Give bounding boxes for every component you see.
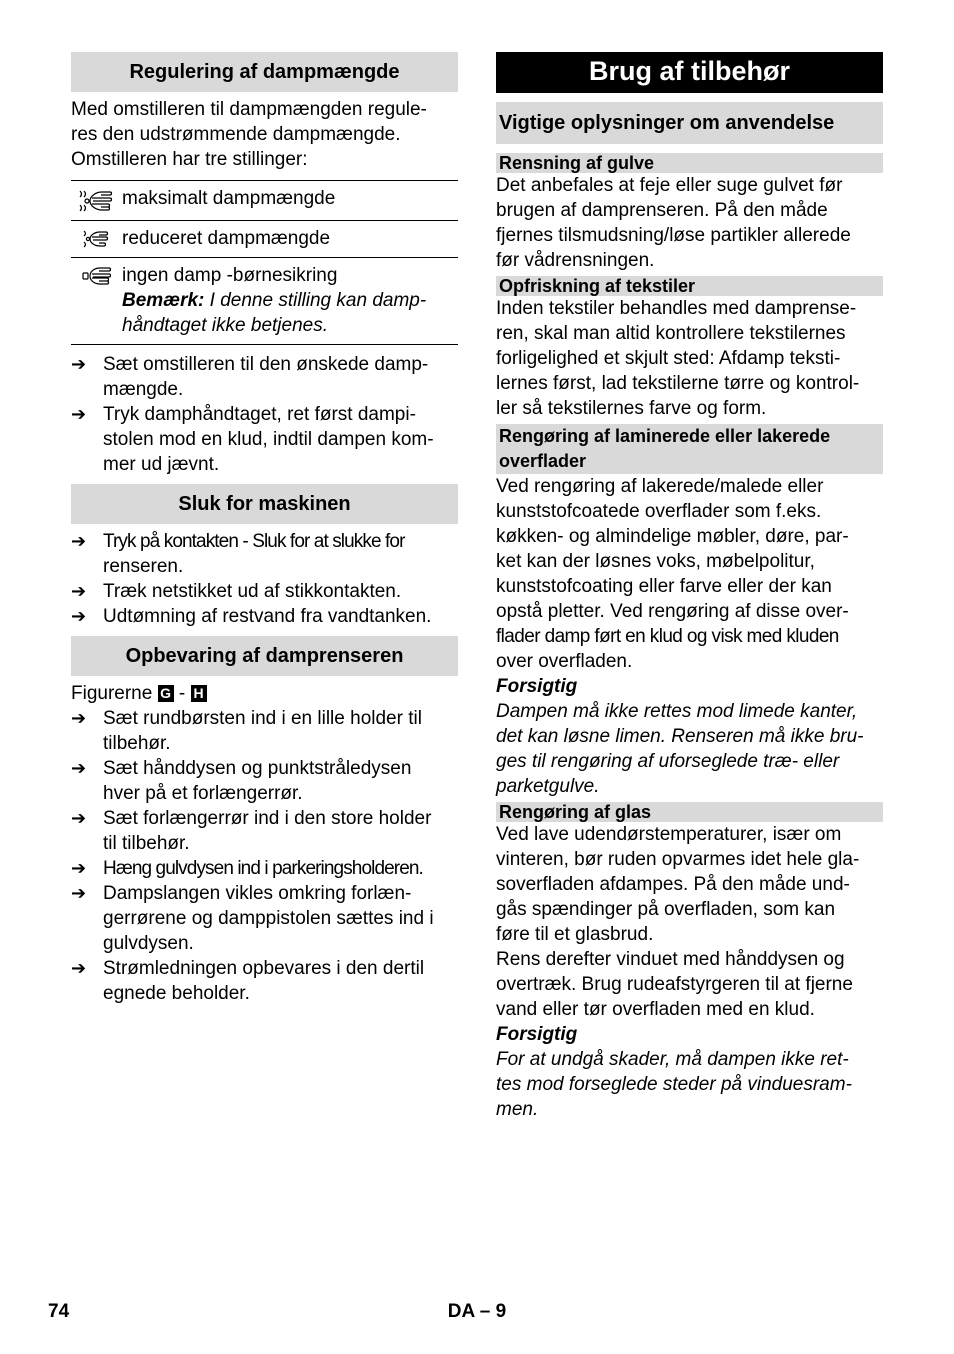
text-line: ket kan der løsnes voks, møbelpolitur, xyxy=(496,551,815,572)
steam-row-reduced xyxy=(71,221,458,258)
steam-row-text: reduceret dampmængde xyxy=(122,228,331,249)
text-line: over overfladen. xyxy=(496,651,633,672)
caution-line: ges til rengøring af uforseglede træ- eller xyxy=(496,751,840,772)
arrow-right-icon: ➔ xyxy=(71,531,87,551)
text-line: ler så tekstilernes farve og form. xyxy=(496,398,767,419)
step-line: Hæng gulvdysen ind i parkeringsholderen. xyxy=(103,858,423,879)
text-line: opstå pletter. Ved rengøring af disse over- xyxy=(496,601,849,622)
list-item xyxy=(71,604,458,629)
text-line: forligelighed et skjult sted: Afdamp teksti- xyxy=(496,348,841,369)
step-line: Sæt hånddysen og punktstråledysen xyxy=(103,758,412,779)
arrow-right-icon: ➔ xyxy=(71,404,87,424)
no-steam-label: ingen damp -børnesikring xyxy=(122,265,338,286)
page-label: DA – 9 xyxy=(447,1301,507,1322)
list-item xyxy=(71,956,458,1006)
section-heading-usage-info: Vigtige oplysninger om anvendelse xyxy=(496,102,883,144)
arrow-right-icon: ➔ xyxy=(71,581,87,601)
step-line: hver på et forlængerrør. xyxy=(103,783,303,804)
step-line: Tryk damphåndtaget, ret først dampi- xyxy=(103,404,416,425)
heading-line: overflader xyxy=(499,451,587,471)
arrow-right-icon: ➔ xyxy=(71,758,87,778)
note xyxy=(122,288,458,313)
step-line: Strømledningen opbevares i den dertil xyxy=(103,958,425,979)
step-line: Dampslangen vikles omkring forlæn- xyxy=(103,883,412,904)
no-steam-icon xyxy=(71,263,122,338)
text-line: Rens derefter vinduet med hånddysen og xyxy=(496,949,845,970)
text-line: føre til et glasbrud. xyxy=(496,924,654,945)
list-item xyxy=(71,352,458,402)
list-item xyxy=(71,806,458,856)
left-column xyxy=(71,52,458,1006)
subsection-heading-glass: Rengøring af glas xyxy=(496,802,883,822)
steam-intro xyxy=(71,97,458,172)
step-line: mer ud jævnt. xyxy=(103,454,220,475)
section-heading-steam-regulation: Regulering af dampmængde xyxy=(71,52,458,92)
list-item xyxy=(71,529,458,579)
text-line: gås spændinger på overfladen, som kan xyxy=(496,899,836,920)
list-item xyxy=(71,579,458,604)
step-line: stolen mod en klud, indtil dampen kom- xyxy=(103,429,434,450)
reduced-steam-icon xyxy=(71,226,122,251)
laminated-text xyxy=(496,474,883,799)
subsection-heading-floors: Rensning af gulve xyxy=(496,153,883,173)
caution-label: Forsigtig xyxy=(496,676,578,697)
figures-reference xyxy=(71,681,458,706)
right-column xyxy=(496,52,883,1122)
step-line: Sæt omstilleren til den ønskede damp- xyxy=(103,354,429,375)
textiles-text xyxy=(496,296,883,421)
arrow-right-icon: ➔ xyxy=(71,958,87,978)
step-line: egnede beholder. xyxy=(103,983,250,1004)
arrow-right-icon: ➔ xyxy=(71,808,87,828)
caution-line: det kan løsne limen. Renseren må ikke bru- xyxy=(496,726,864,747)
text-line: soverfladen afdampes. På den måde und- xyxy=(496,874,850,895)
step-line: Sæt forlængerrør ind i den store holder xyxy=(103,808,432,829)
note-text: håndtaget ikke betjenes. xyxy=(122,315,328,336)
steam-steps-list xyxy=(71,352,458,477)
steam-row-none xyxy=(71,258,458,344)
step-line: Tryk på kontakten - Sluk for at slukke for xyxy=(103,531,405,552)
page-title: Brug af tilbehør xyxy=(496,52,883,93)
turn-off-steps-list xyxy=(71,529,458,629)
text-line: kunststofcoatede overflader som f.eks. xyxy=(496,501,822,522)
step-line: Udtømning af restvand fra vandtanken. xyxy=(103,606,432,627)
arrow-right-icon: ➔ xyxy=(71,606,87,626)
note-text: I denne stilling kan damp- xyxy=(204,290,427,311)
steam-row-max xyxy=(71,181,458,221)
list-item xyxy=(71,706,458,756)
intro-line: Med omstilleren til dampmængden regule- xyxy=(71,99,427,120)
section-heading-turn-off: Sluk for maskinen xyxy=(71,484,458,524)
text-line: Det anbefales at feje eller suge gulvet før xyxy=(496,175,843,196)
list-item xyxy=(71,881,458,956)
arrow-right-icon: ➔ xyxy=(71,708,87,728)
list-item xyxy=(71,756,458,806)
steam-row-text xyxy=(122,263,458,338)
heading-line: Rengøring af laminerede eller lakerede xyxy=(499,426,831,446)
caution-line: For at undgå skader, må dampen ikke ret- xyxy=(496,1049,849,1070)
caution-label: Forsigtig xyxy=(496,1024,578,1045)
glass-text xyxy=(496,822,883,1122)
text-line: Ved rengøring af lakerede/malede eller xyxy=(496,476,824,497)
text-line: lernes først, lad tekstilerne tørre og kontrol- xyxy=(496,373,860,394)
text-line: før vådrensningen. xyxy=(496,250,655,271)
text-line: køkken- og almindelige møbler, døre, par- xyxy=(496,526,849,547)
text-line: vinteren, bør ruden opvarmes idet hele gla- xyxy=(496,849,860,870)
figure-letter-badge: H xyxy=(191,685,207,702)
storage-steps-list xyxy=(71,706,458,1006)
step-line: mængde. xyxy=(103,379,184,400)
caution-line: Dampen må ikke rettes mod limede kanter, xyxy=(496,701,858,722)
step-line: tilbehør. xyxy=(103,733,171,754)
subsection-heading-textiles: Opfriskning af tekstiler xyxy=(496,276,883,296)
intro-line: res den udstrømmende dampmængde. xyxy=(71,124,401,145)
step-line: til tilbehør. xyxy=(103,833,190,854)
step-line: renseren. xyxy=(103,556,184,577)
intro-line: Omstilleren har tre stillinger: xyxy=(71,149,308,170)
steam-settings-table xyxy=(71,180,458,345)
list-item xyxy=(71,856,458,881)
list-item xyxy=(71,402,458,477)
max-steam-icon xyxy=(71,186,122,214)
text-line: brugen af damprenseren. På den måde xyxy=(496,200,828,221)
text-line: fjernes tilsmudsning/løse partikler allerede xyxy=(496,225,851,246)
text-line: vand eller tør overfladen med en klud. xyxy=(496,999,815,1020)
text-line: flader damp ført en klud og visk med kluden xyxy=(496,626,839,647)
figures-label: Figurerne xyxy=(71,683,153,704)
floors-text xyxy=(496,173,883,273)
figure-separator: - xyxy=(173,683,191,704)
page-number: 74 xyxy=(48,1301,70,1322)
arrow-right-icon: ➔ xyxy=(71,354,87,374)
caution-line: parketgulve. xyxy=(496,776,600,797)
step-line: gulvdysen. xyxy=(103,933,194,954)
caution-line: tes mod forseglede steder på vinduesram- xyxy=(496,1074,852,1095)
caution-line: men. xyxy=(496,1099,539,1120)
figure-letter-badge: G xyxy=(158,685,174,702)
step-line: Træk netstikket ud af stikkontakten. xyxy=(103,581,402,602)
text-line: Inden tekstiler behandles med damprense- xyxy=(496,298,857,319)
text-line: kunststofcoating eller farve eller der kan xyxy=(496,576,832,597)
arrow-right-icon: ➔ xyxy=(71,883,87,903)
step-line: Sæt rundbørsten ind i en lille holder til xyxy=(103,708,422,729)
section-heading-storage: Opbevaring af damprenseren xyxy=(71,636,458,676)
subsection-heading-laminated xyxy=(496,424,883,474)
text-line: overtræk. Brug rudeafstyrgeren til at fjerne xyxy=(496,974,853,995)
text-line: Ved lave udendørstemperaturer, især om xyxy=(496,824,842,845)
note-label: Bemærk: xyxy=(122,290,205,311)
arrow-right-icon: ➔ xyxy=(71,858,87,878)
steam-row-text: maksimalt dampmængde xyxy=(122,188,336,209)
step-line: gerrørene og damppistolen sættes ind i xyxy=(103,908,434,929)
text-line: ren, skal man altid kontrollere tekstilernes xyxy=(496,323,846,344)
